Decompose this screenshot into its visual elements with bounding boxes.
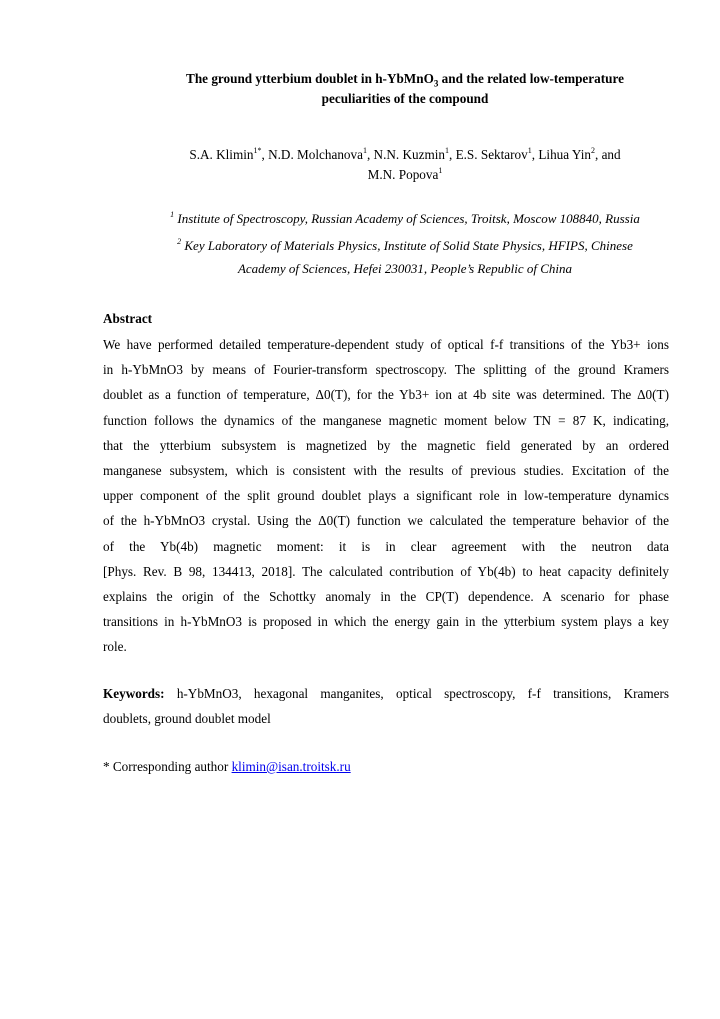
author-list (120, 145, 690, 185)
affiliation-sup: 2 (177, 236, 182, 246)
abstract-line: manganese subsystem, which is consistent with the results of previous studies. Excitation of the (103, 463, 669, 479)
affiliation-sup: 1 (170, 209, 175, 219)
author-sup: 1 (362, 145, 367, 155)
abstract-line: [Phys. Rev. B 98, 134413, 2018]. The calculated contribution of Yb(4b) to heat capacity definitely (103, 563, 669, 579)
abstract-heading: Abstract (103, 311, 153, 326)
author-popova: M.N. Popova (367, 167, 439, 182)
author-kuzmin: , N.N. Kuzmin (366, 147, 445, 162)
abstract-line: transitions in h-YbMnO3 is proposed in which the energy gain in the ytterbium system plays a key (103, 614, 669, 630)
author-klimin: S.A. Klimin (189, 147, 254, 162)
abstract-line: in h-YbMnO3 by means of Fourier-transform spectroscopy. The splitting of the ground Kramers (103, 362, 669, 378)
author-sup: 1 (438, 165, 443, 175)
abstract-line: of the Yb(4b) magnetic moment: it is in clear agreement with the neutron data (103, 538, 669, 554)
keywords-line1: h-YbMnO3, hexagonal manganites, optical spectroscopy, f-f transitions, Kramers (176, 686, 669, 701)
keywords-label: Keywords: (103, 686, 165, 701)
author-sup: 1 (444, 145, 449, 155)
title-line1-a: The ground ytterbium doublet in h-YbMnO (186, 71, 434, 86)
abstract-line: role. (103, 639, 127, 655)
corresponding-label: * Corresponding author (103, 759, 232, 774)
author-molchanova: , N.D. Molchanova (261, 147, 363, 162)
author-and: , and (594, 147, 621, 162)
abstract-line: of the h-YbMnO3 crystal. Using the Δ0(T) function we calculated the temperature behavior of the (103, 513, 669, 529)
affiliation-1-text: Institute of Spectroscopy, Russian Academy of Sciences, Troitsk, Moscow 108840, Russia (174, 211, 640, 226)
author-sektarov: , E.S. Sektarov (448, 147, 528, 162)
paper-title (120, 69, 690, 109)
title-line1-b: and the related low-temperature (438, 71, 624, 86)
author-yin: , Lihua Yin (531, 147, 591, 162)
abstract-line: upper component of the split ground doublet plays a significant role in low-temperature dynamics (103, 488, 669, 504)
corresponding-author (103, 757, 351, 777)
abstract-line: doublet as a function of temperature, Δ0(T), for the Yb3+ ion at 4b site was determined. The Δ0(T) (103, 387, 669, 403)
abstract-line: that the ytterbium subsystem is magnetized by the magnetic field generated by an ordered (103, 437, 669, 453)
affiliation-1 (120, 207, 690, 230)
keywords-line2: doublets, ground doublet model (103, 711, 271, 726)
title-subscript: 3 (433, 78, 439, 89)
affiliation-2-line1: Key Laboratory of Materials Physics, Institute of Solid State Physics, HFIPS, Chinese (181, 238, 633, 253)
abstract-line: function follows the dynamics of the manganese magnetic moment below TN = 87 K, indicating, (103, 412, 669, 428)
keywords-block (103, 681, 669, 731)
abstract-body (103, 332, 669, 660)
abstract-line: We have performed detailed temperature-dependent study of optical f-f transitions of the Yb3+ ions (103, 337, 669, 352)
affiliation-2-line2: Academy of Sciences, Hefei 230031, People’s Republic of China (237, 261, 573, 276)
email-link[interactable]: klimin@isan.troitsk.ru (231, 759, 351, 774)
author-sup: 1* (253, 145, 262, 155)
author-sup: 1 (527, 145, 532, 155)
abstract-line: explains the origin of the Schottky anomaly in the CP(T) dependence. A scenario for phase (103, 589, 669, 605)
affiliation-2 (120, 234, 690, 280)
title-line2: peculiarities of the compound (321, 91, 489, 106)
author-sup: 2 (590, 145, 595, 155)
